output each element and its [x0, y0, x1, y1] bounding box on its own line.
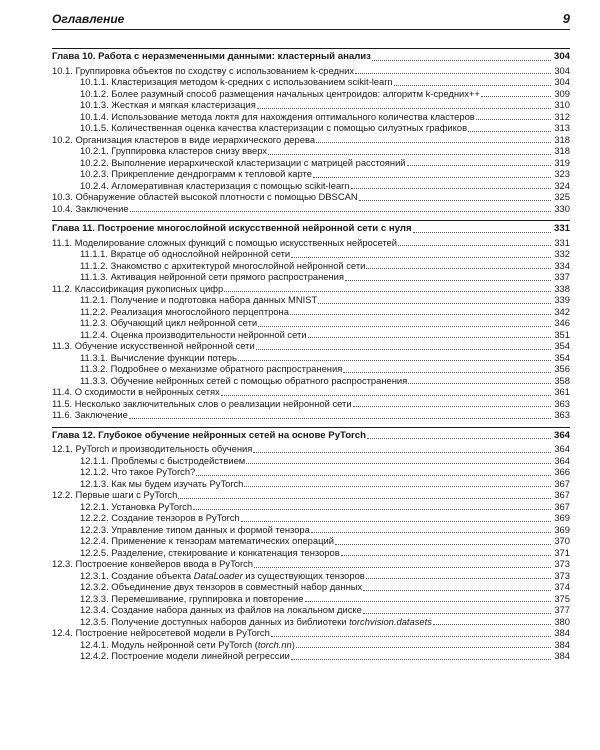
dot-leader [318, 302, 551, 304]
dot-leader [129, 417, 551, 419]
toc-entry-title: 11.3.2. Подробнее о механизме обратного распространения [80, 363, 343, 374]
toc-entry-title: 11.1.2. Знакомство с архитектурой многослойной нейронной сети [80, 259, 366, 271]
dot-leader [408, 382, 551, 384]
toc-subsection-entry[interactable] [52, 271, 570, 283]
toc-subsection-entry[interactable] [52, 593, 570, 605]
toc-page-number: 356 [554, 363, 570, 374]
toc-page-number: 331 [553, 223, 570, 234]
toc-page-number: 331 [554, 236, 570, 248]
toc-entry-title: 11.2.1. Получение и подготовка набора данных MNIST [80, 294, 318, 305]
toc-page-number: 377 [554, 604, 570, 615]
chapter-section [52, 220, 570, 421]
dot-leader [359, 199, 551, 201]
toc-entry-title: 12.4. Построение нейросетевой модели в PyTorch [52, 627, 270, 638]
toc-subsection-entry[interactable] [52, 88, 570, 100]
dot-leader [291, 658, 551, 660]
toc-entry-title: 10.1.2. Более разумный способ размещения начальных центроидов: алгоритм k-средних++ [80, 87, 480, 99]
toc-page-number: 364 [554, 443, 570, 454]
toc-page-number: 371 [554, 546, 570, 558]
dot-leader [296, 646, 551, 648]
toc-section-entry[interactable] [52, 191, 570, 203]
toc-entry-title: 10.1.5. Количественная оценка качества кластеризации с помощью силуэтных графиков [80, 122, 468, 133]
dot-leader [271, 635, 551, 637]
toc-section-entry[interactable] [52, 558, 570, 570]
toc-page-number: 367 [554, 477, 570, 489]
toc-page-number: 384 [554, 627, 570, 638]
dot-leader [196, 474, 551, 476]
toc-page-number: 338 [554, 282, 570, 294]
toc-entry-title: 10.1.1. Кластеризация методом k-средних с использованием scikit-learn [80, 76, 393, 87]
toc-subsection-entry[interactable] [52, 352, 570, 364]
toc-page-number: 342 [554, 305, 570, 317]
toc-entry-title: 12.2.3. Управление типом данных и формой тензора [80, 523, 310, 535]
toc-section-entry[interactable] [52, 237, 570, 249]
toc-entry-title: 10.1.4. Использование метода локтя для нахождения оптимального количества кластеров [80, 110, 475, 122]
toc-subsection-entry[interactable] [52, 512, 570, 524]
toc-subsection-entry[interactable] [52, 111, 570, 123]
toc-entry-title: 11.2.4. Оценка производительности нейронной сети [80, 328, 307, 340]
toc-page-number: 373 [554, 569, 570, 581]
toc-subsection-entry[interactable] [52, 260, 570, 272]
toc-page-number: 364 [553, 429, 570, 441]
chapter-heading[interactable] [52, 51, 570, 63]
toc-subsection-entry[interactable] [52, 329, 570, 341]
toc-page-number: 354 [554, 351, 570, 363]
toc-section-entry[interactable] [52, 627, 570, 639]
toc-page-number: 369 [554, 523, 570, 535]
toc-page-number: 325 [554, 191, 570, 202]
dot-leader [290, 313, 551, 315]
chapter-section [52, 427, 570, 662]
toc-page-number: 358 [554, 374, 570, 386]
toc-section-entry[interactable] [52, 409, 570, 421]
toc-section-entry[interactable] [52, 443, 570, 455]
chapter-heading[interactable] [52, 223, 570, 235]
toc-page-number: 318 [554, 145, 570, 156]
dot-leader [253, 451, 551, 453]
toc-entry-title: 11.1.1. Вкратце об однослойной нейронной сети [80, 248, 291, 259]
toc-section-entry[interactable] [52, 134, 570, 146]
dot-leader [257, 107, 551, 109]
toc-page-number: 313 [554, 122, 570, 133]
toc-subsection-entry[interactable] [52, 466, 570, 478]
toc-entry-title: 11.3. Обучение искусственной нейронной сети [52, 340, 255, 351]
toc-entry-title: Глава 11. Построение многослойной искусственной нейронной сети с нуля [52, 223, 412, 234]
toc-page-number: 363 [554, 397, 570, 409]
dot-leader [394, 84, 551, 86]
toc-page-number: 366 [554, 466, 570, 477]
toc-page-number: 384 [554, 638, 570, 650]
toc-entry-title: 10.2.3. Прикрепление дендрограмм к тепловой карте [80, 168, 312, 179]
toc-entry-title: 12.2. Первые шаги с PyTorch [52, 489, 178, 500]
toc-page-number: 304 [553, 51, 570, 62]
toc-page-number: 367 [554, 489, 570, 500]
toc-page-number: 374 [554, 581, 570, 592]
toc-page-number: 310 [554, 99, 570, 110]
toc-subsection-entry[interactable] [52, 168, 570, 180]
dot-leader [130, 210, 551, 212]
toc-section-entry[interactable] [52, 386, 570, 398]
toc-subsection-entry[interactable] [52, 157, 570, 169]
dot-leader [244, 485, 551, 487]
toc-entry-title: Глава 10. Работа с неразмеченными данными: кластерный анализ [52, 51, 371, 62]
dot-leader [413, 231, 551, 233]
toc-subsection-entry[interactable] [52, 570, 570, 582]
toc-entry-title: 11.3.3. Обучение нейронных сетей с помощью обратного распространения [80, 374, 408, 386]
toc-entry-title: 12.3. Построение конвейеров ввода в PyTorch [52, 558, 254, 569]
dot-leader [341, 554, 551, 556]
toc-page-number: 319 [554, 156, 570, 168]
chapter-heading[interactable] [52, 430, 570, 442]
toc-entry-title: 12.3.2. Объединение двух тензоров в совместный набор данных [80, 581, 363, 592]
toc-page-number: 375 [554, 592, 570, 604]
toc-subsection-entry[interactable] [52, 616, 570, 628]
toc-page-number: 346 [554, 317, 570, 328]
toc-entry-title: 10.3. Обнаружение областей высокой плотности с помощью DBSCAN [52, 191, 358, 202]
toc-page-number: 309 [554, 87, 570, 99]
toc-entry-title: 10.2.2. Выполнение иерархической кластеризации с матрицей расстояний [80, 156, 406, 168]
toc-subsection-entry[interactable] [52, 317, 570, 329]
toc-entry-title: 12.1.2. Что такое PyTorch? [80, 466, 196, 477]
toc-entry-title: 10.1. Группировка объектов по сходству с использованием k-средних [52, 64, 355, 76]
toc-entry-title: 12.1.3. Как мы будем изучать PyTorch [80, 477, 244, 489]
toc-page-number: 380 [554, 615, 570, 627]
toc-section-entry[interactable] [52, 65, 570, 77]
toc-entry-title: 11.2. Классификация рукописных цифр [52, 282, 224, 294]
toc-page-number: 384 [554, 650, 570, 661]
toc-subsection-entry[interactable] [52, 122, 570, 134]
toc-page-number: 304 [554, 64, 570, 76]
toc-page-number: 312 [554, 110, 570, 122]
toc-entry-title: 11.6. Заключение [52, 409, 128, 420]
dot-leader [363, 589, 551, 591]
toc-subsection-entry[interactable] [52, 650, 570, 662]
toc-entry-title: 12.1.1. Проблемы с быстродействием [80, 454, 246, 466]
running-header [52, 12, 570, 30]
toc-subsection-entry[interactable] [52, 99, 570, 111]
toc-page-number: 339 [554, 294, 570, 305]
toc-page-number: 324 [554, 179, 570, 191]
dot-leader [398, 244, 551, 246]
toc-entry-title: 12.3.4. Создание набора данных из файлов на локальном диске [80, 604, 362, 615]
toc-section-entry[interactable] [52, 203, 570, 215]
toc-entry-title: 11.2.3. Обучающий цикл нейронной сети [80, 317, 258, 328]
toc-subsection-entry[interactable] [52, 76, 570, 88]
toc-page-number: 369 [554, 512, 570, 523]
toc-entry-title: 11.3.1. Вычисление функции потерь [80, 351, 237, 363]
toc-section-entry[interactable] [52, 398, 570, 410]
header-page-number: 9 [562, 11, 570, 26]
table-of-contents [52, 48, 570, 662]
toc-entry-title: 11.2.2. Реализация многослойного перцептрона [80, 305, 289, 317]
dot-leader [476, 118, 551, 120]
toc-page-number: 367 [554, 500, 570, 512]
toc-entry-title: 12.2.1. Установка PyTorch [80, 500, 193, 512]
toc-entry-title: 12.3.3. Перемешивание, группировка и повторение [80, 592, 304, 604]
toc-page-number: 337 [554, 271, 570, 282]
dot-leader [238, 359, 551, 361]
toc-subsection-entry[interactable] [52, 306, 570, 318]
toc-entry-title: 12.2.4. Применение к тензорам математических операций [80, 535, 334, 546]
toc-entry-title: 11.4. О сходимости в нейронных сетях [52, 386, 220, 397]
toc-subsection-entry[interactable] [52, 604, 570, 616]
toc-page-number: 364 [554, 454, 570, 466]
header-title: Оглавление [52, 12, 125, 26]
dot-leader [481, 95, 551, 97]
toc-entry-title: 12.4.1. Модуль нейронной сети PyTorch (torch.nn) [80, 638, 295, 650]
dot-leader [291, 256, 551, 258]
toc-entry-title: 10.4. Заключение [52, 202, 129, 214]
toc-page-number: 318 [554, 133, 570, 145]
toc-entry-title: 10.2. Организация кластеров в виде иерархического дерева [52, 133, 316, 145]
toc-entry-title: 11.5. Несколько заключительных слов о реализации нейронной сети [52, 397, 352, 409]
dot-leader [313, 176, 551, 178]
dot-leader [363, 612, 551, 614]
toc-page-number: 354 [554, 340, 570, 351]
dot-leader [193, 508, 551, 510]
toc-entry-title: 11.1. Моделирование сложных функций с помощью искусственных нейросетей [52, 236, 397, 248]
dot-leader [468, 130, 551, 132]
dot-leader [246, 462, 551, 464]
toc-page-number: 373 [554, 558, 570, 569]
toc-page-number: 304 [554, 76, 570, 87]
toc-subsection-entry[interactable] [52, 455, 570, 467]
toc-page-number: 351 [554, 328, 570, 340]
dot-leader [224, 290, 551, 292]
dot-leader [345, 279, 551, 281]
dot-leader [254, 566, 551, 568]
toc-section-entry[interactable] [52, 489, 570, 501]
toc-entry-title: 10.1.3. Жесткая и мягкая кластеризация [80, 99, 256, 110]
dot-leader [366, 577, 551, 579]
toc-page-number: 363 [554, 409, 570, 420]
toc-entry-title: 11.1.3. Активация нейронной сети прямого распространения [80, 271, 344, 282]
toc-page-number: 332 [554, 248, 570, 259]
dot-leader [335, 543, 551, 545]
toc-subsection-entry[interactable] [52, 547, 570, 559]
toc-entry-title: 12.2.5. Разделение, стекирование и конкатенация тензоров [80, 546, 340, 558]
dot-leader [433, 623, 551, 625]
dot-leader [308, 336, 551, 338]
toc-entry-title: 10.2.1. Группировка кластеров снизу вверх [80, 145, 267, 156]
toc-subsection-entry[interactable] [52, 478, 570, 490]
dot-leader [351, 187, 551, 189]
toc-entry-title: 12.3.5. Получение доступных наборов данных из библиотеки torchvision.datasets [80, 615, 432, 627]
toc-subsection-entry[interactable] [52, 145, 570, 157]
toc-subsection-entry[interactable] [52, 501, 570, 513]
dot-leader [367, 437, 551, 439]
toc-page-number: 334 [554, 259, 570, 271]
toc-subsection-entry[interactable] [52, 363, 570, 375]
dot-leader [258, 325, 551, 327]
dot-leader [241, 520, 551, 522]
dot-leader [256, 348, 551, 350]
dot-leader [268, 153, 551, 155]
chapter-section [52, 48, 570, 214]
dot-leader [311, 531, 551, 533]
toc-entry-title: Глава 12. Глубокое обучение нейронных сетей на основе PyTorch [52, 429, 366, 441]
dot-leader [353, 405, 551, 407]
dot-leader [343, 371, 551, 373]
toc-page-number: 361 [554, 386, 570, 397]
toc-subsection-entry[interactable] [52, 524, 570, 536]
toc-subsection-entry[interactable] [52, 639, 570, 651]
toc-entry-title: 12.2.2. Создание тензоров в PyTorch [80, 512, 240, 523]
dot-leader [407, 164, 551, 166]
toc-subsection-entry[interactable] [52, 535, 570, 547]
toc-page-number: 370 [554, 535, 570, 546]
dot-leader [372, 59, 551, 61]
toc-entry-title: 12.3.1. Создание объекта DataLoader из существующих тензоров [80, 569, 365, 581]
dot-leader [366, 267, 551, 269]
toc-section-entry[interactable] [52, 340, 570, 352]
dot-leader [305, 600, 551, 602]
toc-subsection-entry[interactable] [52, 375, 570, 387]
dot-leader [355, 72, 551, 74]
toc-subsection-entry[interactable] [52, 294, 570, 306]
toc-entry-title: 12.4.2. Построение модели линейной регрессии [80, 650, 290, 661]
toc-section-entry[interactable] [52, 283, 570, 295]
dot-leader [221, 394, 551, 396]
toc-page-number: 330 [554, 202, 570, 214]
dot-leader [178, 497, 551, 499]
dot-leader [316, 141, 551, 143]
toc-page-number: 323 [554, 168, 570, 179]
toc-subsection-entry[interactable] [52, 248, 570, 260]
toc-subsection-entry[interactable] [52, 180, 570, 192]
toc-entry-title: 10.2.4. Агломеративная кластеризация с помощью scikit-learn [80, 179, 350, 191]
toc-entry-title: 12.1. PyTorch и производительность обучения [52, 443, 253, 454]
toc-subsection-entry[interactable] [52, 581, 570, 593]
